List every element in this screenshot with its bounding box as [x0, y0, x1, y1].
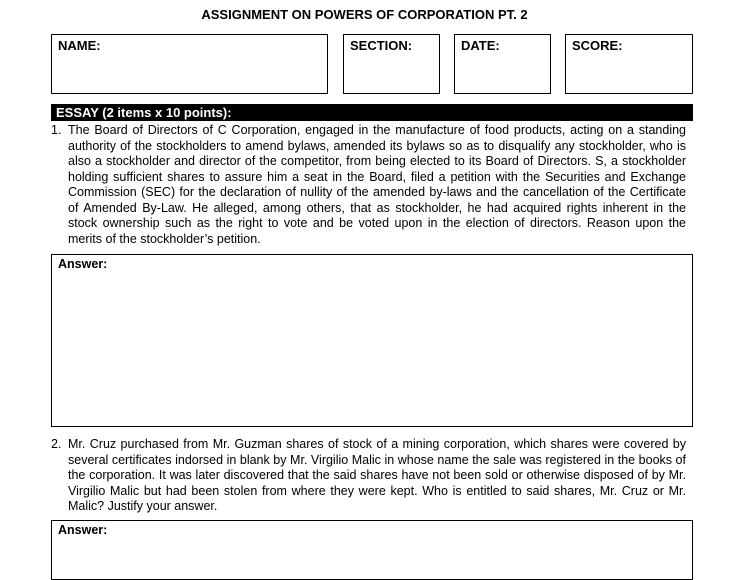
essay-header: ESSAY (2 items x 10 points): [51, 104, 693, 121]
question-1-number: 1. [51, 123, 62, 137]
name-field[interactable] [51, 34, 328, 94]
section-label: SECTION: [350, 38, 413, 53]
date-field[interactable] [454, 34, 551, 94]
name-label: NAME: [58, 38, 101, 53]
answer-label-1: Answer: [58, 257, 108, 271]
page-title: ASSIGNMENT ON POWERS OF CORPORATION PT. 2 [201, 7, 528, 22]
score-field[interactable] [565, 34, 693, 94]
question-2-number: 2. [51, 437, 62, 451]
question-2-text: Mr. Cruz purchased from Mr. Guzman shares of stock of a mining corporation, which shares were covered by several certificates indorsed in blank by Mr. Virgilio Malic in whose name the sale was registered in the books of the corporation. It was later discovered that the said shares have not been sold or otherwise disposed of by Mr. Virgilio Malic but had been stolen from where they were kept. Who is entitled to said shares, Mr. Cruz or Mr. Malic? Justify your answer. [68, 437, 686, 513]
date-label: DATE: [461, 38, 500, 53]
answer-label-2: Answer: [58, 523, 108, 537]
score-label: SCORE: [572, 38, 623, 53]
answer-box-2[interactable] [51, 520, 693, 580]
question-1-text: The Board of Directors of C Corporation, engaged in the manufacture of food products, acting on a standing authority of the stockholders to amend bylaws, amended its bylaws so as to disqualify any stockholder, who is also a stockholder and director of the competitor, from being elected to its Board of Directors. S, a stockholder holding sufficient shares to assure him a seat in the Board, filed a petition with the Securities and Exchange Commission (SEC) for the declaration of nullity of the amended by-laws and the cancellation of the Certificate of Amended By-Law. He alleged, among others, that as stockholder, he had acquired rights inherent in the stock ownership such as the right to vote and be voted upon in the election of directors. Reason upon the merits of the stockholder’s petition. [68, 123, 686, 246]
answer-box-1[interactable] [51, 254, 693, 427]
section-field[interactable] [343, 34, 440, 94]
